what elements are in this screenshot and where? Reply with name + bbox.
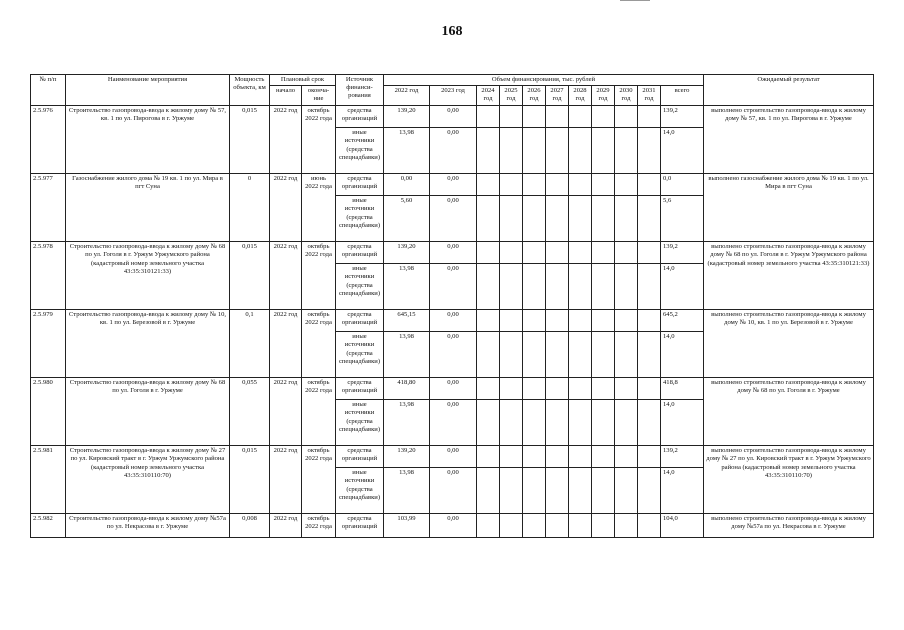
row-num: 2.5.979 [31, 310, 66, 378]
table-row [31, 310, 874, 332]
row-y2025 [500, 514, 523, 538]
row-total: 139,2 [661, 446, 704, 468]
table-row [31, 514, 874, 538]
header-y2031: 2031 год [638, 86, 661, 106]
financing-table [30, 74, 874, 538]
row-y2030 [615, 106, 638, 128]
row-source: иные источники (средства спецнадбавки) [336, 264, 384, 310]
row-y2027 [546, 332, 569, 378]
row-total: 645,2 [661, 310, 704, 332]
row-y2027 [546, 196, 569, 242]
row-y2028 [569, 514, 592, 538]
row-y2030 [615, 242, 638, 264]
row-y2030 [615, 264, 638, 310]
row-y2029 [592, 106, 615, 128]
row-y2031 [638, 310, 661, 332]
row-y2028 [569, 446, 592, 468]
row-source: иные источники (средства спецнадбавки) [336, 468, 384, 514]
row-source: средства организаций [336, 446, 384, 468]
row-y2024 [477, 264, 500, 310]
row-source: иные источники (средства спецнадбавки) [336, 332, 384, 378]
row-y2024 [477, 174, 500, 196]
row-y2025 [500, 128, 523, 174]
row-y2026 [523, 128, 546, 174]
row-y2028 [569, 400, 592, 446]
row-y2026 [523, 514, 546, 538]
row-y2022: 13,98 [384, 264, 430, 310]
row-y2028 [569, 468, 592, 514]
row-y2028 [569, 332, 592, 378]
row-y2029 [592, 128, 615, 174]
header-capacity: Мощность объекта, км [230, 75, 270, 106]
row-capacity: 0,015 [230, 242, 270, 310]
row-y2026 [523, 332, 546, 378]
row-y2023: 0,00 [430, 106, 477, 128]
row-y2026 [523, 310, 546, 332]
row-y2023: 0,00 [430, 468, 477, 514]
row-source: средства организаций [336, 174, 384, 196]
row-y2030 [615, 128, 638, 174]
row-y2025 [500, 196, 523, 242]
row-y2023: 0,00 [430, 128, 477, 174]
row-y2031 [638, 378, 661, 400]
header-result: Ожидаемый результат [704, 75, 874, 106]
row-source: иные источники (средства спецнадбавки) [336, 196, 384, 242]
header-name: Наименование мероприятия [66, 75, 230, 106]
row-y2025 [500, 468, 523, 514]
row-y2027 [546, 106, 569, 128]
row-y2031 [638, 242, 661, 264]
row-y2031 [638, 332, 661, 378]
row-y2029 [592, 446, 615, 468]
row-start: 2022 год [270, 242, 302, 310]
scan-artifact-line [620, 0, 650, 1]
row-y2029 [592, 264, 615, 310]
header-volume: Объем финансирования, тыс. рублей [384, 75, 704, 86]
row-start: 2022 год [270, 106, 302, 174]
row-y2022: 13,98 [384, 128, 430, 174]
row-total: 0,0 [661, 174, 704, 196]
row-end: октябрь 2022 года [302, 106, 336, 174]
row-y2031 [638, 196, 661, 242]
header-y2025: 2025 год [500, 86, 523, 106]
row-y2030 [615, 378, 638, 400]
row-num: 2.5.982 [31, 514, 66, 538]
row-source: средства организаций [336, 106, 384, 128]
row-y2027 [546, 446, 569, 468]
row-start: 2022 год [270, 378, 302, 446]
row-result: выполнено строительство газопровода-ввода к жилому дому № 57, кв. 1 по ул. Пирогова в г. Уржуме [704, 106, 874, 174]
row-total: 104,0 [661, 514, 704, 538]
row-y2029 [592, 378, 615, 400]
row-y2026 [523, 106, 546, 128]
row-num: 2.5.977 [31, 174, 66, 242]
row-y2025 [500, 378, 523, 400]
row-y2031 [638, 106, 661, 128]
row-start: 2022 год [270, 446, 302, 514]
row-total: 14,0 [661, 264, 704, 310]
row-y2024 [477, 332, 500, 378]
row-result: выполнено строительство газопровода-ввода к жилому дому №57а по ул. Некрасова в г. Уржуме [704, 514, 874, 538]
row-y2028 [569, 106, 592, 128]
row-end: октябрь 2022 года [302, 514, 336, 538]
row-y2031 [638, 446, 661, 468]
row-y2028 [569, 196, 592, 242]
header-num: № п/п [31, 75, 66, 106]
row-name: Строительство газопровода-ввода к жилому дому № 27 по ул. Кировский тракт в г. Уржум Уржумского района (кадастровый номер земельного участка 43:35:310110:70) [66, 446, 230, 514]
row-capacity: 0,015 [230, 446, 270, 514]
row-name: Строительство газопровода-ввода к жилому дому № 57, кв. 1 по ул. Пирогова в г. Уржуме [66, 106, 230, 174]
row-source: средства организаций [336, 378, 384, 400]
row-result: выполнено газоснабжение жилого дома № 19 кв. 1 по ул. Мира в пгт Суна [704, 174, 874, 242]
row-y2023: 0,00 [430, 264, 477, 310]
row-y2031 [638, 128, 661, 174]
row-y2023: 0,00 [430, 196, 477, 242]
row-y2026 [523, 468, 546, 514]
row-y2025 [500, 174, 523, 196]
row-y2031 [638, 264, 661, 310]
row-y2024 [477, 106, 500, 128]
row-y2030 [615, 514, 638, 538]
row-y2030 [615, 468, 638, 514]
row-y2025 [500, 242, 523, 264]
row-y2024 [477, 400, 500, 446]
row-y2024 [477, 514, 500, 538]
row-y2022: 13,98 [384, 332, 430, 378]
row-y2028 [569, 128, 592, 174]
row-name: Строительство газопровода-ввода к жилому дому № 10, кв. 1 по ул. Березовой в г. Уржуме [66, 310, 230, 378]
row-y2028 [569, 310, 592, 332]
row-y2023: 0,00 [430, 514, 477, 538]
header-end: оконча- ние [302, 86, 336, 106]
row-capacity: 0,1 [230, 310, 270, 378]
row-y2026 [523, 196, 546, 242]
row-total: 14,0 [661, 128, 704, 174]
row-y2025 [500, 446, 523, 468]
row-y2023: 0,00 [430, 332, 477, 378]
row-y2029 [592, 400, 615, 446]
row-y2027 [546, 400, 569, 446]
table-row [31, 446, 874, 468]
row-total: 418,8 [661, 378, 704, 400]
row-y2022: 0,00 [384, 174, 430, 196]
row-capacity: 0 [230, 174, 270, 242]
row-result: выполнено строительство газопровода-ввода к жилому дому № 10, кв. 1 по ул. Березовой в г. Уржуме [704, 310, 874, 378]
row-y2027 [546, 514, 569, 538]
row-y2030 [615, 446, 638, 468]
row-y2025 [500, 106, 523, 128]
row-end: июнь 2022 года [302, 174, 336, 242]
row-y2028 [569, 174, 592, 196]
row-y2022: 5,60 [384, 196, 430, 242]
row-y2023: 0,00 [430, 174, 477, 196]
row-y2024 [477, 468, 500, 514]
header-y2028: 2028 год [569, 86, 592, 106]
row-y2030 [615, 332, 638, 378]
row-y2031 [638, 174, 661, 196]
row-y2024 [477, 242, 500, 264]
row-y2027 [546, 242, 569, 264]
header-y2023: 2023 год [430, 86, 477, 106]
row-y2029 [592, 468, 615, 514]
row-y2023: 0,00 [430, 242, 477, 264]
table-row [31, 378, 874, 400]
row-capacity: 0,055 [230, 378, 270, 446]
row-y2025 [500, 310, 523, 332]
row-y2023: 0,00 [430, 310, 477, 332]
row-name: Строительство газопровода-ввода к жилому дому №57а по ул. Некрасова в г. Уржуме [66, 514, 230, 538]
row-y2023: 0,00 [430, 378, 477, 400]
row-num: 2.5.981 [31, 446, 66, 514]
row-y2027 [546, 174, 569, 196]
row-result: выполнено строительство газопровода-ввода к жилому дому № 68 по ул. Гоголя в г. Уржум Уржумского района (кадастровый номер земельного участка 43:35:310121:33) [704, 242, 874, 310]
header-total: всего [661, 86, 704, 106]
row-end: октябрь 2022 года [302, 310, 336, 378]
row-y2031 [638, 400, 661, 446]
header-y2029: 2029 год [592, 86, 615, 106]
row-y2022: 13,98 [384, 468, 430, 514]
row-y2025 [500, 400, 523, 446]
row-y2024 [477, 196, 500, 242]
row-y2024 [477, 310, 500, 332]
row-y2029 [592, 310, 615, 332]
row-num: 2.5.978 [31, 242, 66, 310]
row-y2026 [523, 264, 546, 310]
row-y2030 [615, 196, 638, 242]
header-y2027: 2027 год [546, 86, 569, 106]
row-y2022: 139,20 [384, 242, 430, 264]
row-y2026 [523, 378, 546, 400]
row-start: 2022 год [270, 514, 302, 538]
row-y2027 [546, 468, 569, 514]
row-y2029 [592, 242, 615, 264]
row-y2027 [546, 264, 569, 310]
row-y2027 [546, 310, 569, 332]
header-y2030: 2030 год [615, 86, 638, 106]
row-y2030 [615, 310, 638, 332]
row-y2027 [546, 128, 569, 174]
row-total: 14,0 [661, 468, 704, 514]
row-y2022: 139,20 [384, 446, 430, 468]
row-name: Газоснабжение жилого дома № 19 кв. 1 по ул. Мира в пгт Суна [66, 174, 230, 242]
header-y2024: 2024 год [477, 86, 500, 106]
row-total: 139,2 [661, 106, 704, 128]
row-num: 2.5.976 [31, 106, 66, 174]
row-y2024 [477, 378, 500, 400]
row-total: 5,6 [661, 196, 704, 242]
row-y2022: 418,80 [384, 378, 430, 400]
row-y2025 [500, 332, 523, 378]
row-y2028 [569, 264, 592, 310]
row-y2023: 0,00 [430, 400, 477, 446]
row-y2026 [523, 242, 546, 264]
table-row [31, 106, 874, 128]
row-capacity: 0,008 [230, 514, 270, 538]
header-plan-term: Плановый срок [270, 75, 336, 86]
row-name: Строительство газопровода-ввода к жилому дому № 68 по ул. Гоголя в г. Уржуме [66, 378, 230, 446]
row-source: средства организаций [336, 310, 384, 332]
row-y2022: 13,98 [384, 400, 430, 446]
header-y2026: 2026 год [523, 86, 546, 106]
row-y2028 [569, 378, 592, 400]
row-y2025 [500, 264, 523, 310]
row-y2022: 139,20 [384, 106, 430, 128]
row-y2029 [592, 174, 615, 196]
row-y2030 [615, 174, 638, 196]
row-total: 139,2 [661, 242, 704, 264]
header-source: Источник финанси- рования [336, 75, 384, 106]
page-number: 168 [441, 24, 463, 39]
row-y2026 [523, 446, 546, 468]
row-end: октябрь 2022 года [302, 446, 336, 514]
row-y2029 [592, 332, 615, 378]
row-y2027 [546, 378, 569, 400]
row-start: 2022 год [270, 174, 302, 242]
row-y2029 [592, 514, 615, 538]
row-y2031 [638, 468, 661, 514]
row-y2031 [638, 514, 661, 538]
row-end: октябрь 2022 года [302, 242, 336, 310]
row-result: выполнено строительство газопровода-ввода к жилому дому № 27 по ул. Кировский тракт в г. Уржум Уржумского района (кадастровый номер земельного участка 43:35:310110:70) [704, 446, 874, 514]
row-y2029 [592, 196, 615, 242]
row-y2026 [523, 400, 546, 446]
row-y2026 [523, 174, 546, 196]
row-result: выполнено строительство газопровода-ввода к жилому дому № 68 по ул. Гоголя в г. Уржуме [704, 378, 874, 446]
row-source: средства организаций [336, 242, 384, 264]
row-y2030 [615, 400, 638, 446]
row-total: 14,0 [661, 400, 704, 446]
row-y2028 [569, 242, 592, 264]
row-start: 2022 год [270, 310, 302, 378]
header-y2022: 2022 год [384, 86, 430, 106]
row-capacity: 0,015 [230, 106, 270, 174]
row-y2022: 645,15 [384, 310, 430, 332]
row-y2023: 0,00 [430, 446, 477, 468]
row-source: средства организаций [336, 514, 384, 538]
row-source: иные источники (средства спецнадбавки) [336, 128, 384, 174]
row-name: Строительство газопровода-ввода к жилому дому № 68 по ул. Гоголя в г. Уржум Уржумского района (кадастровый номер земельного участка 43:35:310121:33) [66, 242, 230, 310]
row-y2022: 103,99 [384, 514, 430, 538]
table-row [31, 174, 874, 196]
table-row [31, 242, 874, 264]
header-start: начало [270, 86, 302, 106]
row-y2024 [477, 128, 500, 174]
row-num: 2.5.980 [31, 378, 66, 446]
row-total: 14,0 [661, 332, 704, 378]
row-y2024 [477, 446, 500, 468]
row-source: иные источники (средства спецнадбавки) [336, 400, 384, 446]
row-end: октябрь 2022 года [302, 378, 336, 446]
